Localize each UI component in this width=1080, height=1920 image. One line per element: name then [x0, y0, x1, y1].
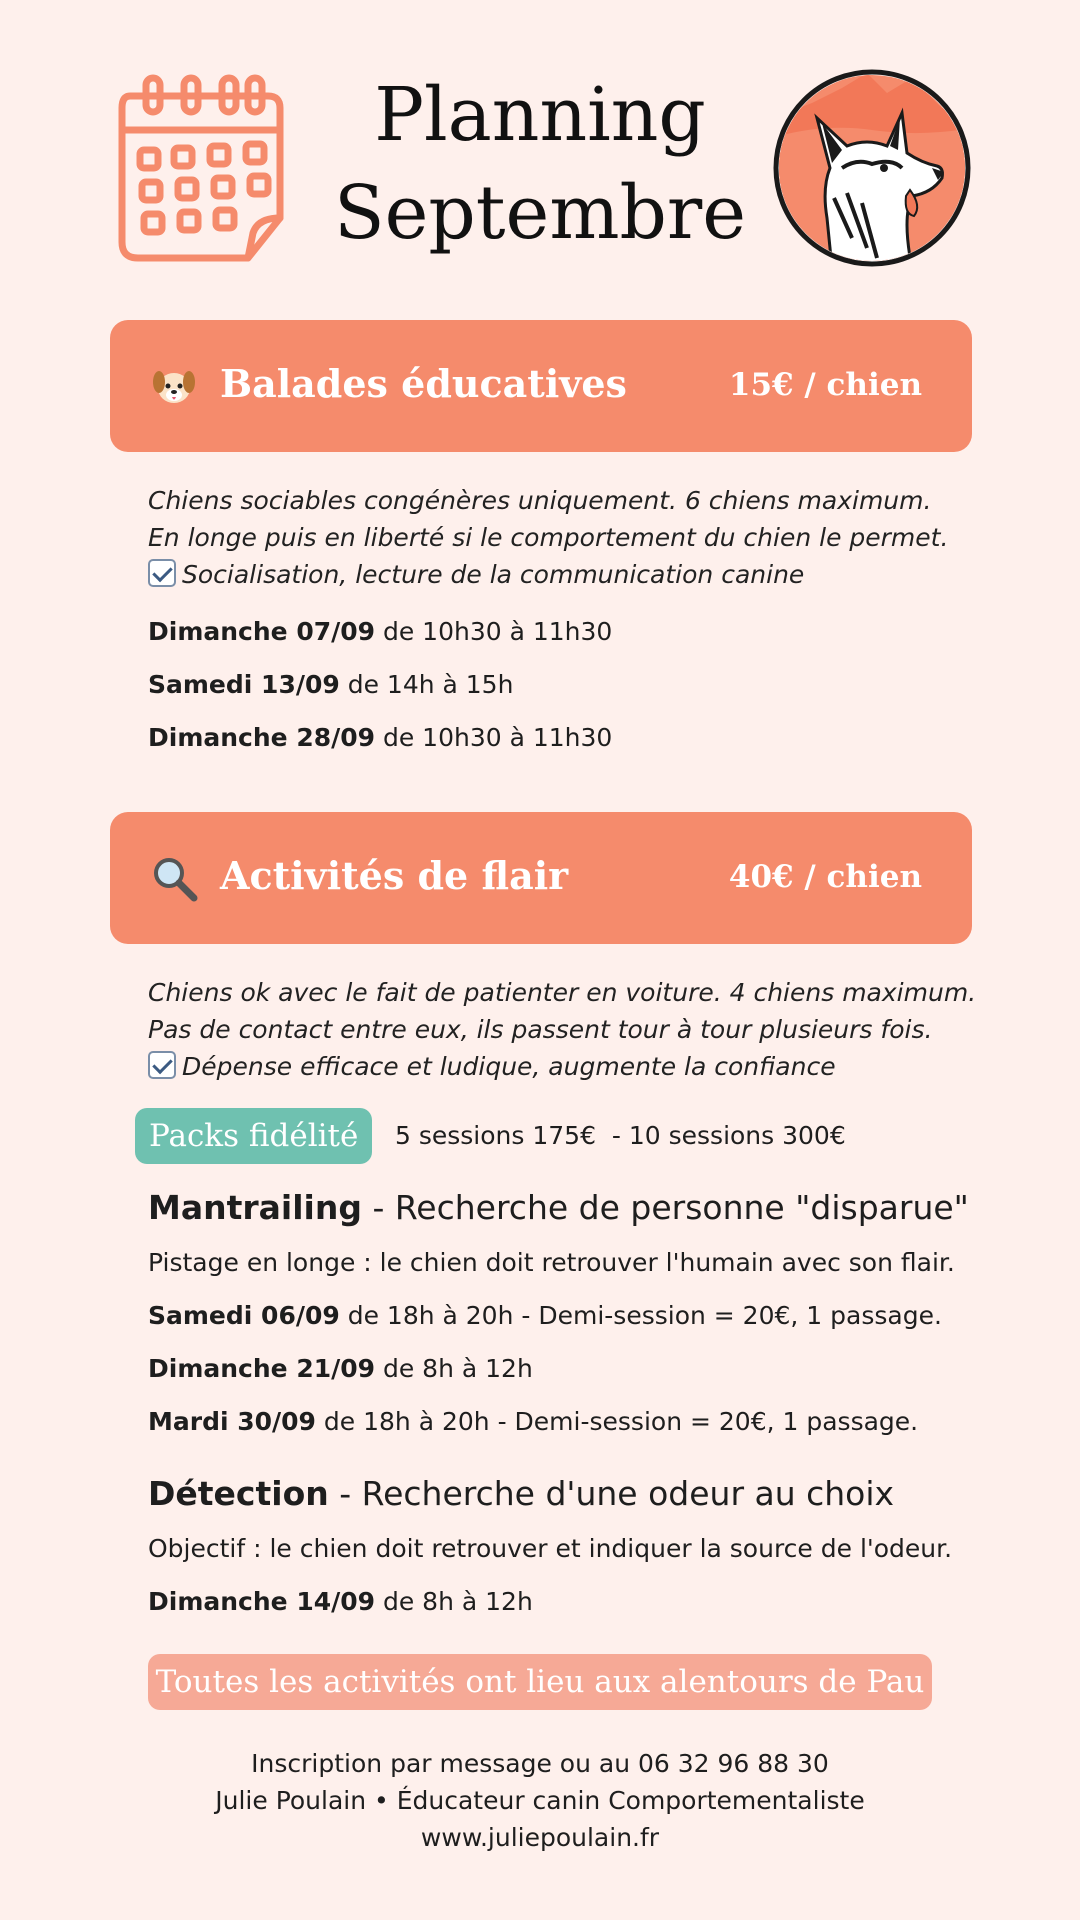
date-time: de 14h à 15h	[339, 670, 514, 699]
date-time: de 8h à 12h	[375, 1587, 533, 1616]
date-row	[148, 1575, 978, 1628]
activity-name: Détection	[148, 1474, 329, 1513]
desc-line: Chiens sociables congénères uniquement. 6 chiens maximum.	[148, 486, 932, 515]
date-day: Dimanche 07/09	[148, 617, 376, 646]
desc-line: Chiens ok avec le fait de patienter en voiture. 4 chiens maximum.	[148, 978, 977, 1007]
desc-benefit: Dépense efficace et ludique, augmente la confiance	[182, 1052, 836, 1081]
footer	[0, 1745, 1080, 1856]
section-balades-content	[148, 482, 978, 764]
german-shepherd-logo-icon	[772, 68, 972, 268]
location-note: Toutes les activités ont lieu aux alentours de Pau	[148, 1654, 932, 1710]
date-day: Dimanche 28/09	[148, 723, 376, 752]
date-row	[148, 605, 978, 658]
checkbox-checked-icon	[148, 559, 176, 587]
section-flair-description	[148, 974, 978, 1085]
section-description	[148, 482, 978, 593]
page-title	[300, 66, 780, 262]
dog-face-icon	[150, 362, 198, 410]
date-row	[148, 711, 978, 764]
activity-heading-mantrailing	[148, 1180, 978, 1236]
section-flair-activities	[148, 1180, 978, 1628]
desc-line: En longe puis en liberté si le comportement du chien le permet.	[148, 523, 949, 552]
header	[0, 0, 1080, 290]
date-row	[148, 1289, 978, 1342]
date-time: de 10h30 à 11h30	[375, 617, 613, 646]
footer-contact: Inscription par message ou au 06 32 96 88 30	[251, 1749, 829, 1778]
packs-row	[135, 1108, 995, 1164]
date-day: Dimanche 14/09	[148, 1587, 376, 1616]
section-price: 40€ / chien	[728, 859, 922, 895]
date-day: Dimanche 21/09	[148, 1354, 376, 1383]
date-time: de 18h à 20h - Demi-session = 20€, 1 passage.	[339, 1301, 942, 1330]
activity-name: Mantrailing	[148, 1188, 362, 1227]
activity-description: Pistage en longe : le chien doit retrouver l'humain avec son flair.	[148, 1248, 955, 1277]
date-row	[148, 1342, 978, 1395]
activity-subtitle: - Recherche d'une odeur au choix	[328, 1474, 895, 1513]
section-price: 15€ / chien	[728, 367, 922, 403]
section-banner-balades	[110, 320, 972, 452]
calendar-icon	[108, 68, 298, 268]
date-time: de 18h à 20h - Demi-session = 20€, 1 passage.	[315, 1407, 919, 1436]
desc-line	[148, 556, 978, 593]
packs-prices: 5 sessions 175€ - 10 sessions 300€	[395, 1121, 846, 1150]
date-row	[148, 658, 978, 711]
packs-badge: Packs fidélité	[135, 1108, 372, 1164]
date-day: Mardi 30/09	[148, 1407, 316, 1436]
desc-benefit: Socialisation, lecture de la communication canine	[182, 560, 805, 589]
date-row	[148, 1395, 978, 1448]
footer-website-link[interactable]: www.juliepoulain.fr	[420, 1823, 660, 1852]
desc-line: Pas de contact entre eux, ils passent tour à tour plusieurs fois.	[148, 1015, 933, 1044]
date-time: de 10h30 à 11h30	[375, 723, 613, 752]
date-day: Samedi 06/09	[148, 1301, 340, 1330]
date-day: Samedi 13/09	[148, 670, 340, 699]
footer-author: Julie Poulain • Éducateur canin Comportementaliste	[215, 1786, 865, 1815]
activity-subtitle: - Recherche de personne "disparue"	[361, 1188, 969, 1227]
checkbox-checked-icon	[148, 1051, 176, 1079]
section-banner-flair	[110, 812, 972, 944]
section-title: Balades éducatives	[220, 361, 627, 406]
activity-description: Objectif : le chien doit retrouver et indiquer la source de l'odeur.	[148, 1534, 953, 1563]
date-time: de 8h à 12h	[375, 1354, 533, 1383]
activity-heading-detection	[148, 1466, 978, 1522]
section-title: Activités de flair	[220, 853, 569, 898]
magnifier-icon	[150, 854, 198, 902]
title-line-1: Planning	[374, 72, 706, 158]
section-description	[148, 974, 978, 1085]
desc-line	[148, 1048, 978, 1085]
title-line-2: Septembre	[333, 170, 747, 256]
